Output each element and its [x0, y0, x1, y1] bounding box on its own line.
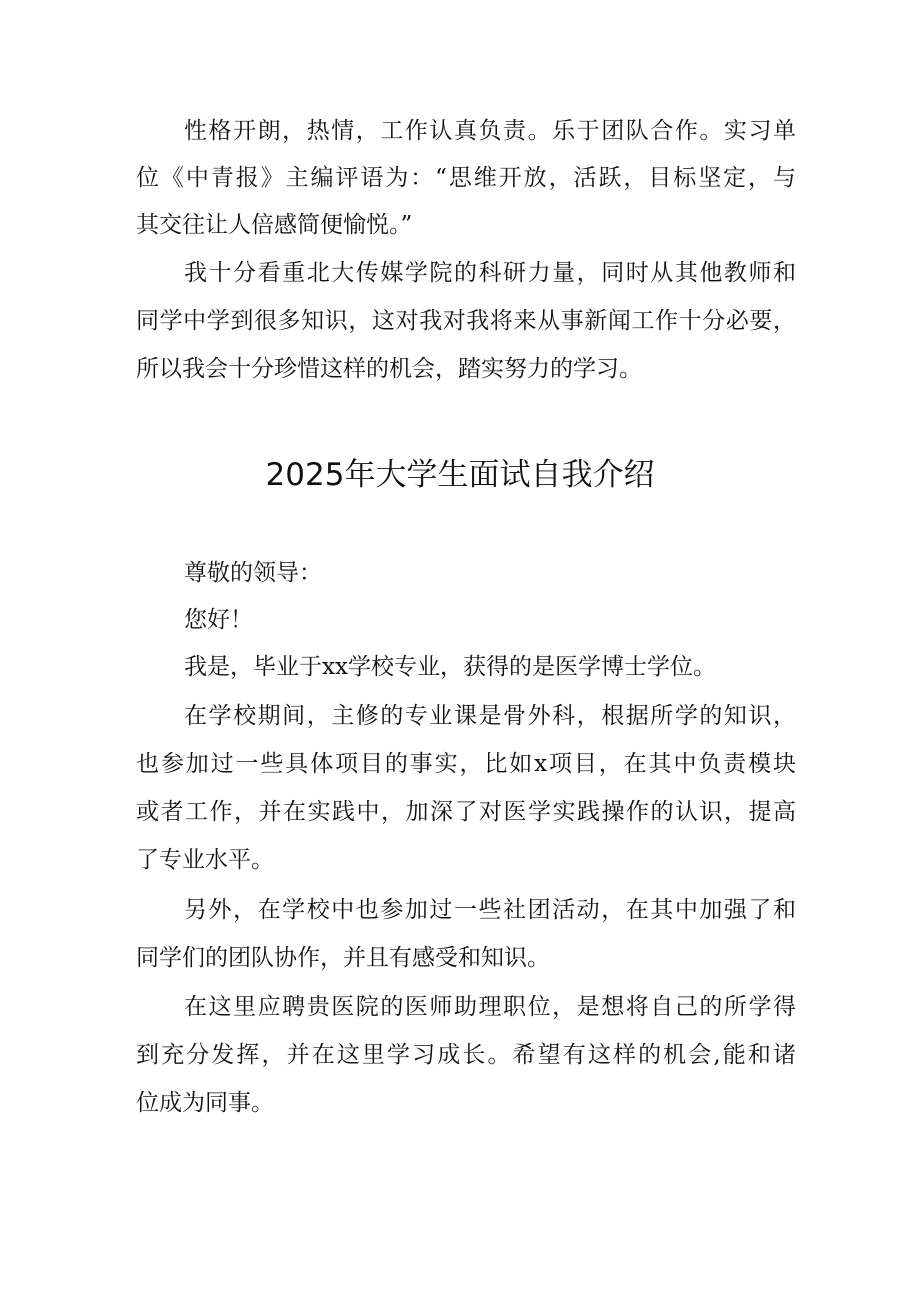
- paragraph-line: 另外，在学校中也参加过一些社团活动，在其中加强了和: [184, 897, 796, 923]
- paragraph-line: 在学校期间，主修的专业课是骨外科，根据所学的知识，: [184, 703, 796, 729]
- paragraph-line: 同学中学到很多知识，这对我对我将来从事新闻工作十分必要，: [136, 308, 796, 334]
- document-title: 2025年大学生面试自我介绍: [265, 457, 655, 493]
- paragraph-line: 了专业水平。: [136, 847, 274, 873]
- paragraph-line: 性格开朗，热情，工作认真负责。乐于团队合作。实习单: [184, 118, 796, 144]
- paragraph-line: 位成为同事。: [136, 1090, 274, 1116]
- paragraph-line: 在这里应聘贵医院的医师助理职位，是想将自己的所学得: [184, 994, 796, 1020]
- paragraph-line: 或者工作，并在实践中，加深了对医学实践操作的认识，提高: [136, 799, 796, 825]
- paragraph-line: 也参加过一些具体项目的事实，比如x项目，在其中负责模块: [136, 751, 796, 777]
- paragraph-line: 所以我会十分珍惜这样的机会，踏实努力的学习。: [136, 356, 642, 382]
- paragraph-line: 到充分发挥，并在这里学习成长。希望有这样的机会,能和诸: [136, 1042, 796, 1068]
- paragraph-line: 我是，毕业于xx学校专业，获得的是医学博士学位。: [184, 654, 716, 680]
- paragraph-line: 同学们的团队协作，并且有感受和知识。: [136, 945, 550, 971]
- paragraph-line: 其交往让人倍感简便愉悦。”: [136, 212, 413, 238]
- greeting: 您好！: [184, 607, 253, 633]
- paragraph-line: 位《中青报》主编评语为：“思维开放，活跃，目标坚定，与: [136, 165, 796, 191]
- salutation: 尊敬的领导：: [184, 560, 322, 586]
- paragraph-line: 我十分看重北大传媒学院的科研力量，同时从其他教师和: [184, 260, 796, 286]
